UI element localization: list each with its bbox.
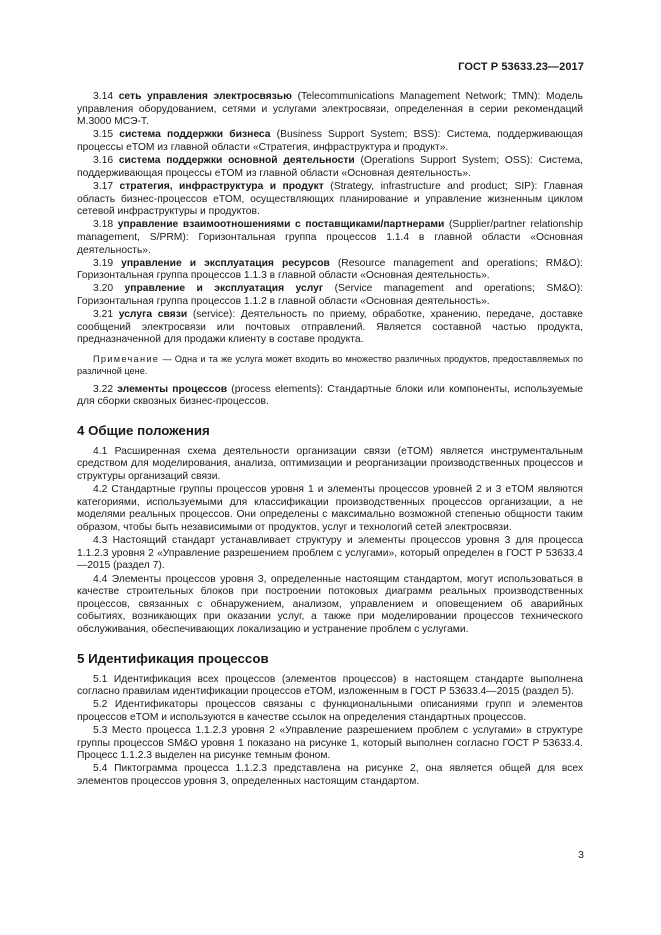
definition-3-20 <box>77 283 583 308</box>
definition-number: 3.16 <box>93 155 114 167</box>
note-label: Примечание <box>93 354 160 365</box>
definition-text: (Telecommunications Management Network; TMN): Модель управления оборудованием, сетями и услугами электросвязи, определенная в серии рекомендаций М.3000 МСЭ-Т. <box>77 91 583 128</box>
definition-number: 3.15 <box>93 129 114 141</box>
definition-term: управление и эксплуатация услуг <box>124 283 324 295</box>
note-text: — Одна и та же услуга может входить во множество различных продуктов, предоставляемых по различной цене. <box>77 354 583 376</box>
definition-text: (Business Support System; BSS): Система, поддерживающая процессы eTOM из главной области «Стратегия, инфраструктура и продукт». <box>77 129 583 153</box>
definition-number: 3.14 <box>93 91 114 102</box>
definition-text: (process elements): Стандартные блоки или компоненты, используемые для сборки сквозных бизнес-процессов. <box>77 383 583 408</box>
definition-text: (service): Деятельность по приему, обработке, хранению, передаче, доставке сообщений электросвязи или почтовых отправлений. Является составной частью продукта, предназначенной для продажи клиенту в составе продукта. <box>77 309 583 346</box>
section-4-heading: 4 Общие положения <box>77 422 210 438</box>
definition-3-22 <box>77 384 583 409</box>
definition-text: (Supplier/partner relationship management, S/PRM): Горизонтальная группа процессов 1.1.4 в главной области «Основная деятельность». <box>77 219 583 256</box>
definition-3-17 <box>77 181 583 219</box>
definition-3-21 <box>77 309 583 347</box>
paragraph-4-2: 4.2 Стандартные группы процессов уровня 1 и элементы процессов уровней 2 и 3 eTOM являются категориями, используемыми для классификации производственных процессов организации, а не моделями реальных процессов. Они определены с максимально возможной степенью общности таким образом, чтобы быть независимыми от продуктов, услуг и технологий сетей электросвязи. <box>77 484 583 533</box>
definition-number: 3.19 <box>93 257 114 269</box>
standard-header: ГОСТ Р 53633.23—2017 <box>458 61 584 73</box>
definition-text: (Resource management and operations; RM&O): Горизонтальная группа процессов 1.1.3 в главной области «Основная деятельность». <box>77 257 583 282</box>
definition-term: стратегия, инфраструктура и продукт <box>119 180 324 192</box>
paragraph-5-1: 5.1 Идентификация всех процессов (элементов процессов) в настоящем стандарте выполнена согласно правилам идентификации процессов eTOM, изложенным в ГОСТ Р 53633.4—2015 (раздел 5). <box>77 673 583 698</box>
definition-note <box>77 354 583 378</box>
paragraph-4-4: 4.4 Элементы процессов уровня 3, определенные настоящим стандартом, могут использоваться в качестве строительных блоков при построении потоковых диаграмм реальных производственных процессов, связанных с обнаружением, анализом, управлением и оповещением об аварийных событиях, возникающих при оказании услуг, а также при моделировании процессов технического обслуживания, обеспечивающих локализацию и устранение проблем с услугами. <box>77 573 583 635</box>
definition-3-15 <box>77 129 583 154</box>
definition-number: 3.18 <box>93 219 114 231</box>
paragraph-4-3: 4.3 Настоящий стандарт устанавливает структуру и элементы процессов уровня 3 для процесса 1.1.2.3 уровня 2 «Управление разрешением проблем с услугами», который определен в ГОСТ Р 53633.4—2015 (раздел 7). <box>77 535 583 572</box>
paragraph-5-4: 5.4 Пиктограмма процесса 1.1.2.3 представлена на рисунке 2, она является общей для всех элементов процессов уровня 3, определенных настоящим стандартом. <box>77 763 583 788</box>
definition-number: 3.22 <box>93 383 114 395</box>
section-5-heading: 5 Идентификация процессов <box>77 650 269 666</box>
definition-text: (Service management and operations; SM&O): Горизонтальная группа процессов 1.1.2 в главной области «Основная деятельность». <box>77 283 583 308</box>
definition-term: управление взаимоотношениями с поставщиками/партнерами <box>117 219 445 231</box>
definition-text: (Operations Support System; OSS): Система, поддерживающая процессы eTOM из главной области «Основная деятельность». <box>77 155 583 179</box>
paragraph-5-3: 5.3 Место процесса 1.1.2.3 уровня 2 «Управление разрешением проблем с услугами» в структуре группы процессов SM&O уровня 1 показано на рисунке 1, который выполнен согласно ГОСТ Р 53633.4. Процесс 1.1.2.3 выделен на рисунке темным фоном. <box>77 725 583 762</box>
definition-term: сеть управления электросвязью <box>118 91 292 102</box>
definition-term: элементы процессов <box>117 383 228 395</box>
definition-term: система поддержки основной деятельности <box>118 155 355 167</box>
definition-3-16 <box>77 155 583 180</box>
definition-3-14 <box>77 91 583 129</box>
page-number: 3 <box>578 849 584 861</box>
document-body <box>77 91 583 789</box>
definition-term: услуга связи <box>118 309 188 321</box>
definition-3-18 <box>77 219 583 257</box>
definition-term: система поддержки бизнеса <box>119 129 271 141</box>
paragraph-5-2: 5.2 Идентификаторы процессов связаны с функциональными описаниями групп и элементов процессов eTOM и используются в качестве ссылок на определения стандартных процессов. <box>77 699 583 723</box>
definition-3-19 <box>77 258 583 283</box>
definition-text: (Strategy, infrastructure and product; SIP): Главная область бизнес-процессов eTOM, осуществляющих планирование и управление жизненным циклом сетевой инфраструктуры и продуктов. <box>77 180 583 218</box>
definition-number: 3.21 <box>93 309 114 321</box>
definition-term: управление и эксплуатация ресурсов <box>121 257 330 269</box>
paragraph-4-1: 4.1 Расширенная схема деятельности организации связи (eTOM) является инструментальным средством для моделирования, анализа, оптимизации и реорганизации производственных процессов и структуры организаций связи. <box>77 445 583 482</box>
definition-number: 3.20 <box>93 283 114 295</box>
definition-number: 3.17 <box>93 180 114 192</box>
